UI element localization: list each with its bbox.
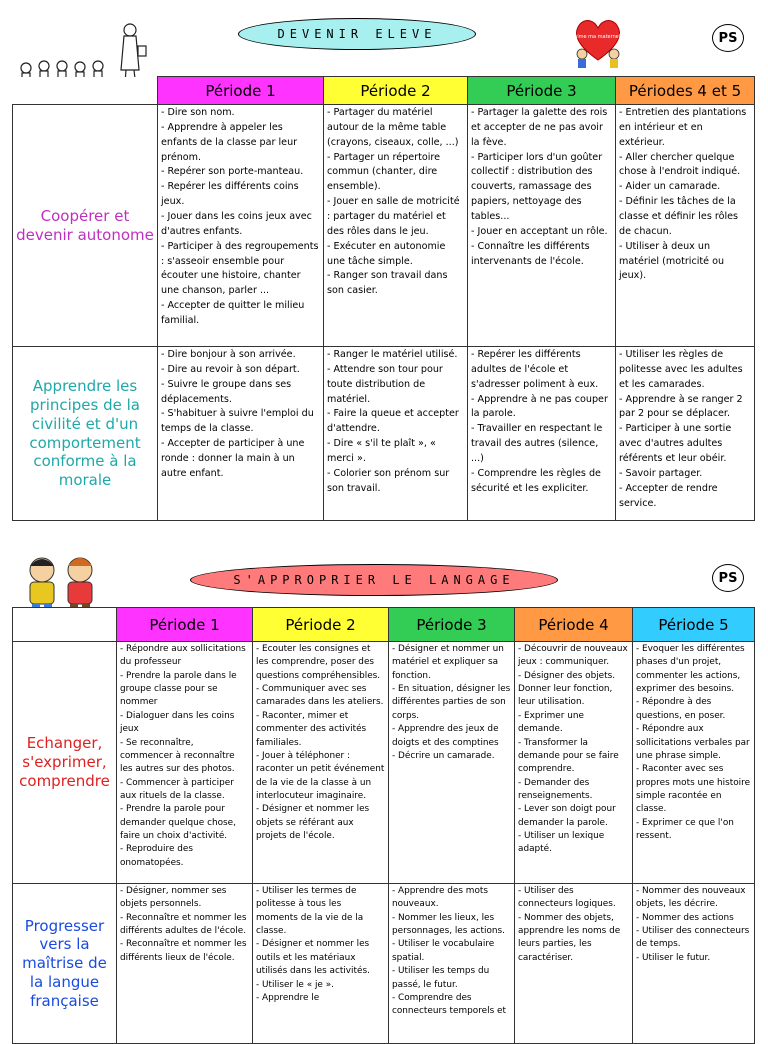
table-cell: - Evoquer les différentes phases d'un projet, commenter les actions, exprimer des besoins. - Répondre à des questions, en poser. - Répondre aux sollicitations verbales par une phrase simple. - Raconter avec ses propres mots une histoire simple racontée en classe. - Exprimer ce que l'on ressent. <box>633 642 755 884</box>
header-periode-5: Période 5 <box>633 608 755 642</box>
table-cell: - Utiliser les termes de politesse à tous les moments de la vie de la classe. - Désigner et nommer les outils et les matériaux utilisés dans les activités. - Utiliser le « je ». - Apprendre le <box>253 884 389 1044</box>
table-cell: - Nommer des nouveaux objets, les décrire. - Nommer des actions - Utiliser des connecteurs de temps. - Utiliser le futur. <box>633 884 755 1044</box>
header-periode-3: Période 3 <box>389 608 515 642</box>
header-periode-1: Période 1 <box>117 608 253 642</box>
level-badge-ps: PS <box>712 564 744 592</box>
row-label-progresser: Progresser vers la maîtrise de la langue française <box>13 884 117 1044</box>
table-cell: - Désigner, nommer ses objets personnels. - Reconnaître et nommer les différents adultes de l'école. - Reconnaître et nommer les différents lieux de l'école. <box>117 884 253 1044</box>
table-cell: - Désigner et nommer un matériel et expliquer sa fonction. - En situation, désigner les différentes parties de son corps. - Apprendre des jeux de doigts et des comptines - Décrire un camarade. <box>389 642 515 884</box>
level-badge-ps: PS <box>712 24 744 52</box>
table-cell: - Entretien des plantations en intérieur et en extérieur. - Aller chercher quelque chose à l'endroit indiqué. - Aider un camarade. - Définir les tâches de la classe et définir les rôles de chacun. - Utiliser à deux un matériel (motricité ou jeux). <box>616 105 755 347</box>
table-cell: - Découvrir de nouveaux jeux : communiquer. - Désigner des objets. Donner leur fonction, leur utilisation. - Exprimer une demande. - Transformer la demande pour se faire comprendre. - Demander des renseignements. - Lever son doigt pour demander la parole. - Utiliser un lexique adapté. <box>515 642 633 884</box>
table-cell: - Utiliser des connecteurs logiques. - Nommer des objets, apprendre les noms de leurs parties, les caractériser. <box>515 884 633 1044</box>
row-label-cooperer: Coopérer et devenir autonome <box>13 105 158 347</box>
header-periode-2: Période 2 <box>324 77 468 105</box>
table-cell: - Utiliser les règles de politesse avec les adultes et les camarades. - Apprendre à se ranger 2 par 2 pour se déplacer. - Participer à une sortie avec d'autres adultes référents et leur obéir. - Savoir partager. - Accepter de rendre service. <box>616 347 755 521</box>
row-label-civilite: Apprendre les principes de la civilité et d'un comportement conforme à la morale <box>13 347 158 521</box>
table-cell: - Partager la galette des rois et accepter de ne pas avoir la fève. - Participer lors d'un goûter collectif : distribution des couverts, ramassage des papiers, nettoyage des tables... - Jouer en acceptant un rôle. - Connaître les différents intervenants de l'école. <box>468 105 616 347</box>
heart-caption: J'aime ma maternelle <box>571 34 625 40</box>
table-cell: - Partager du matériel autour de la même table (crayons, ciseaux, colle, ...) - Partager un répertoire commun (chanter, dire ensemble). - Jouer en salle de motricité : partager du matériel et des rôles dans le jeu. - Exécuter en autonomie une tâche simple. - Ranger son travail dans son casier. <box>324 105 468 347</box>
table-devenir-eleve <box>12 76 755 521</box>
section-title-text: DEVENIR ELEVE <box>277 27 437 41</box>
table-cell: - Dire son nom. - Apprendre à appeler les enfants de la classe par leur prénom. - Repérer son porte-manteau. - Repérer les différents coins jeux. - Jouer dans les coins jeux avec d'autres enfants. - Participer à des regroupements : s'asseoir ensemble pour écouter une histoire, chanter une chanson, parler ... - Accepter de quitter le milieu familial. <box>158 105 324 347</box>
row-label-echanger: Echanger, s'exprimer, comprendre <box>13 642 117 884</box>
table-cell: - Repérer les différents adultes de l'école et s'adresser poliment à eux. - Apprendre à ne pas couper la parole. - Travailler en respectant le travail des autres (silence, ...) - Comprendre les règles de sécurité et les expliciter. <box>468 347 616 521</box>
table-cell: - Ranger le matériel utilisé. - Attendre son tour pour toute distribution de matériel. - Faire la queue et accepter d'attendre. - Dire « s'il te plaît », « merci ». - Colorier son prénom sur son travail. <box>324 347 468 521</box>
table-cell: - Dire bonjour à son arrivée. - Dire au revoir à son départ. - Suivre le groupe dans ses déplacements. - S'habituer à suivre l'emploi du temps de la classe. - Accepter de participer à une ronde : donner la main à un autre enfant. <box>158 347 324 521</box>
header-periodes-4-5: Périodes 4 et 5 <box>616 77 755 105</box>
corner-empty <box>13 608 117 642</box>
table-cell: - Ecouter les consignes et les comprendre, poser des questions compréhensibles. - Communiquer avec ses camarades dans les ateliers. - Raconter, mimer et commenter des activités familiales. - Jouer à téléphoner : raconter un petit événement de la vie de la classe à un interlocuteur imaginaire. - Désigner et nommer les objets se référant aux projets de l'école. <box>253 642 389 884</box>
corner-empty <box>13 77 158 105</box>
header-periode-3: Période 3 <box>468 77 616 105</box>
header-periode-4: Période 4 <box>515 608 633 642</box>
table-langage <box>12 607 755 1044</box>
header-periode-2: Période 2 <box>253 608 389 642</box>
section-title-devenir-eleve <box>238 18 476 50</box>
heart-children-illustration <box>568 10 628 70</box>
section-title-text: S'APPROPRIER LE LANGAGE <box>233 573 515 587</box>
header-periode-1: Période 1 <box>158 77 324 105</box>
section-title-langage <box>190 564 558 596</box>
table-cell: - Apprendre des mots nouveaux. - Nommer les lieux, les personnages, les actions. - Utiliser le vocabulaire spatial. - Utiliser les temps du passé, le futur. - Comprendre des connecteurs temporels et <box>389 884 515 1044</box>
table-cell: - Répondre aux sollicitations du professeur - Prendre la parole dans le groupe classe pour se nommer - Dialoguer dans les coins jeux - Se reconnaître, commencer à reconnaître les autres sur des photos. - Commencer à participer aux rituels de la classe. - Prendre la parole pour demander quelque chose, faire un choix d'activité. - Reproduire des onomatopées. <box>117 642 253 884</box>
